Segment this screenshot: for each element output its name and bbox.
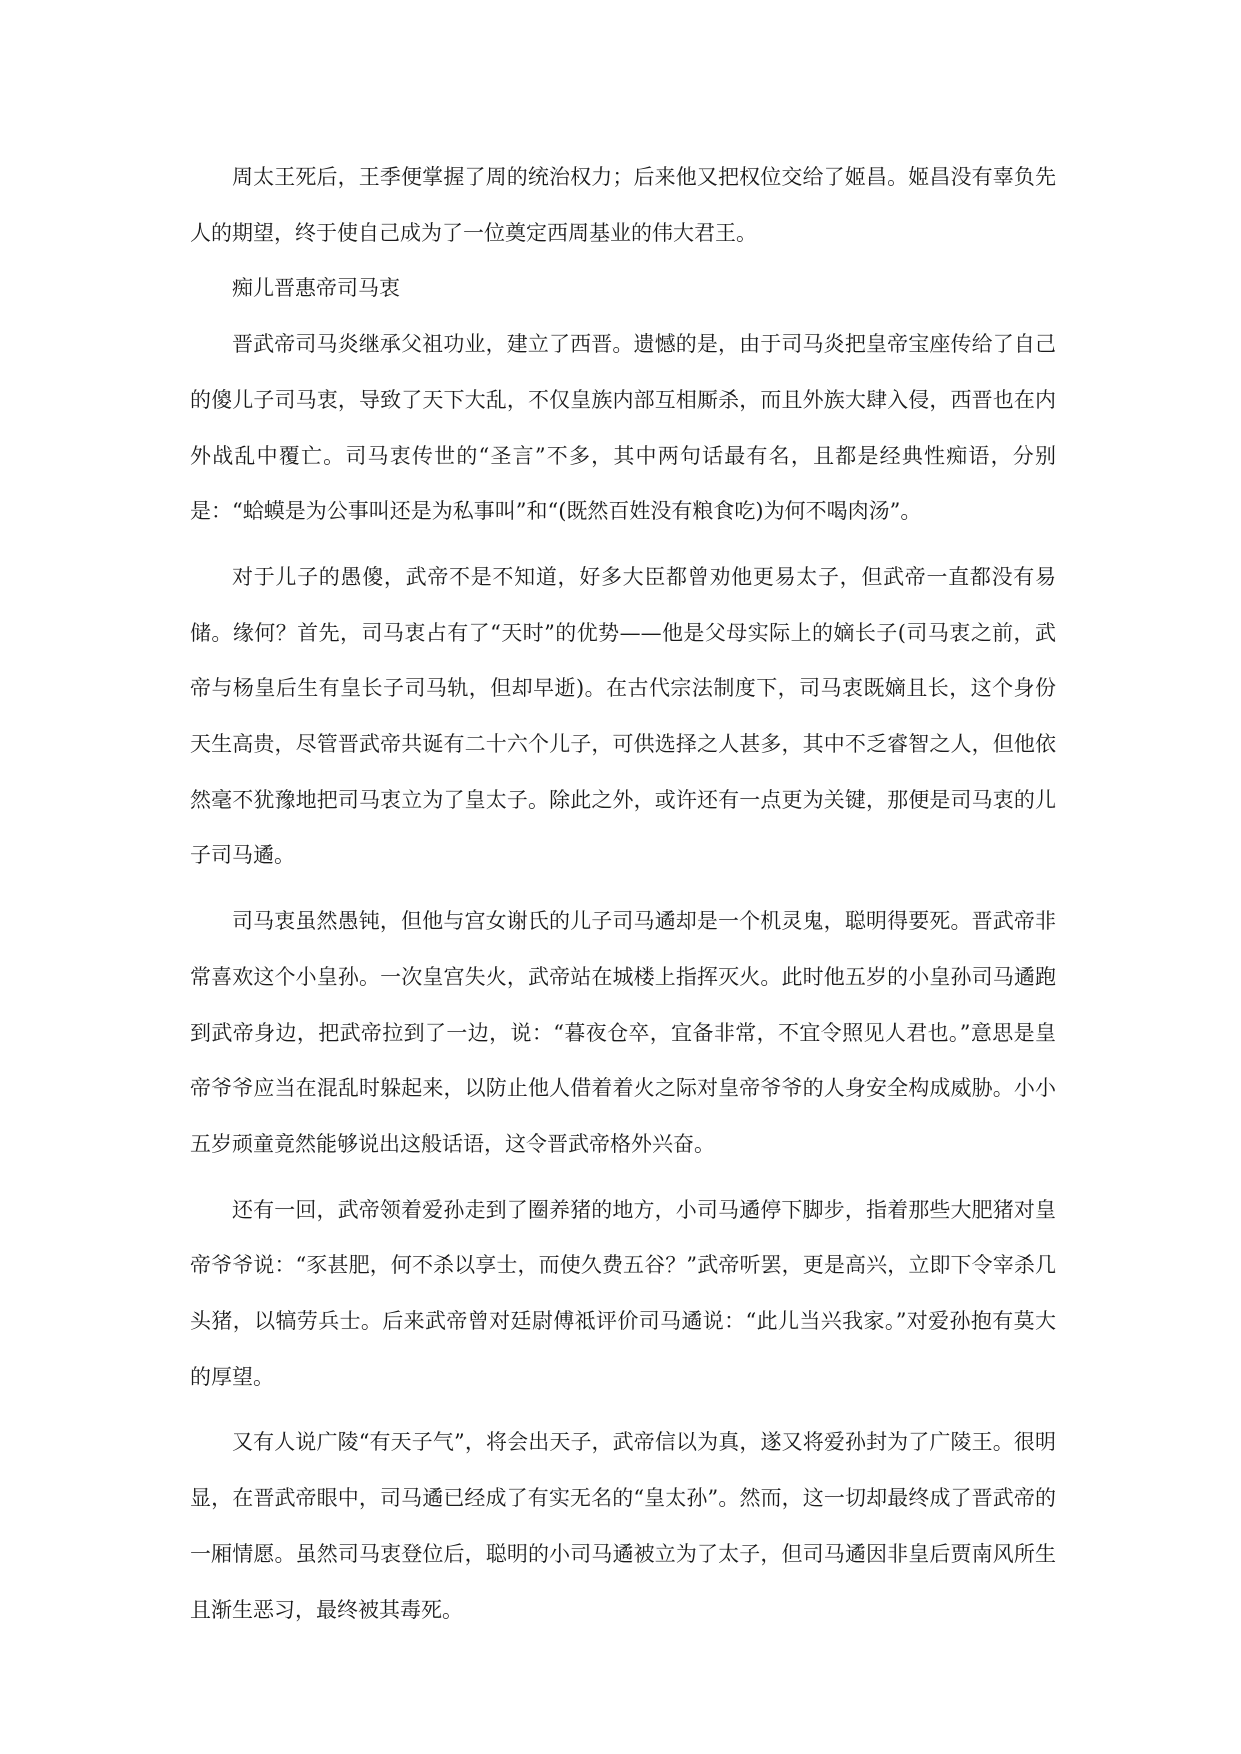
paragraph-intro: 周太王死后，王季便掌握了周的统治权力；后来他又把权位交给了姬昌。姬昌没有辜负先人的期望，终于使自己成为了一位奠定西周基业的伟大君王。 [190,165,1056,245]
paragraph-succession: 对于儿子的愚傻，武帝不是不知道，好多大臣都曾劝他更易太子，但武帝一直都没有易储。缘何？首先，司马衷占有了“天时”的优势——他是父母实际上的嫡长子(司马衷之前，武帝与杨皇后生有皇长子司马轨，但却早逝)。在古代宗法制度下，司马衷既嫡且长，这个身份天生高贵，尽管晋武帝共诞有二十六个儿子，可供选择之人甚多，其中不乏睿智之人，但他依然毫不犹豫地把司马衷立为了皇太子。除此之外，或许还有一点更为关键，那便是司马衷的儿子司马遹。 [190,564,1056,868]
paragraph-western-jin: 晋武帝司马炎继承父祖功业，建立了西晋。遗憾的是，由于司马炎把皇帝宝座传给了自己的傻儿子司马衷，导致了天下大乱，不仅皇族内部互相厮杀，而且外族大肆入侵，西晋也在内外战乱中覆亡。司马衷传世的“圣言”不多，其中两句话最有名，且都是经典性痴语，分别是：“蛤蟆是为公事叫还是为私事叫”和“(既然百姓没有粮食吃)为何不喝肉汤”。 [190,332,1056,524]
paragraph-gap [190,1173,1056,1183]
paragraph-guangling: 又有人说广陵“有天子气”，将会出天子，武帝信以为真，遂又将爱孙封为了广陵王。很明显，在晋武帝眼中，司马遹已经成了有实无名的“皇太孙”。然而，这一切却最终成了晋武帝的一厢情愿。虽然司马衷登位后，聪明的小司马遹被立为了太子，但司马遹因非皇后贾南风所生且渐生恶习，最终被其毒死。 [190,1430,1056,1622]
section-heading: 痴儿晋惠帝司马衷 [232,276,400,301]
paragraph-gap [190,540,1056,550]
document-page [190,150,1056,1638]
paragraph-gap [190,1405,1056,1415]
paragraph-gap [190,884,1056,894]
paragraph-pigs: 还有一回，武帝领着爱孙走到了圈养猪的地方，小司马遹停下脚步，指着那些大肥猪对皇帝爷爷说：“豕甚肥，何不杀以享士，而使久费五谷？”武帝听罢，更是高兴，立即下令宰杀几头猪，以犒劳兵士。后来武帝曾对廷尉傅祗评价司马遹说：“此儿当兴我家。”对爱孙抱有莫大的厚望。 [190,1197,1056,1389]
paragraph-grandson: 司马衷虽然愚钝，但他与宫女谢氏的儿子司马遹却是一个机灵鬼，聪明得要死。晋武帝非常喜欢这个小皇孙。一次皇宫失火，武帝站在城楼上指挥灭火。此时他五岁的小皇孙司马遹跑到武帝身边，把武帝拉到了一边，说：“暮夜仓卒，宜备非常，不宜令照见人君也。”意思是皇帝爷爷应当在混乱时躲起来，以防止他人借着着火之际对皇帝爷爷的人身安全构成威胁。小小五岁顽童竟然能够说出这般话语，这令晋武帝格外兴奋。 [190,909,1056,1156]
